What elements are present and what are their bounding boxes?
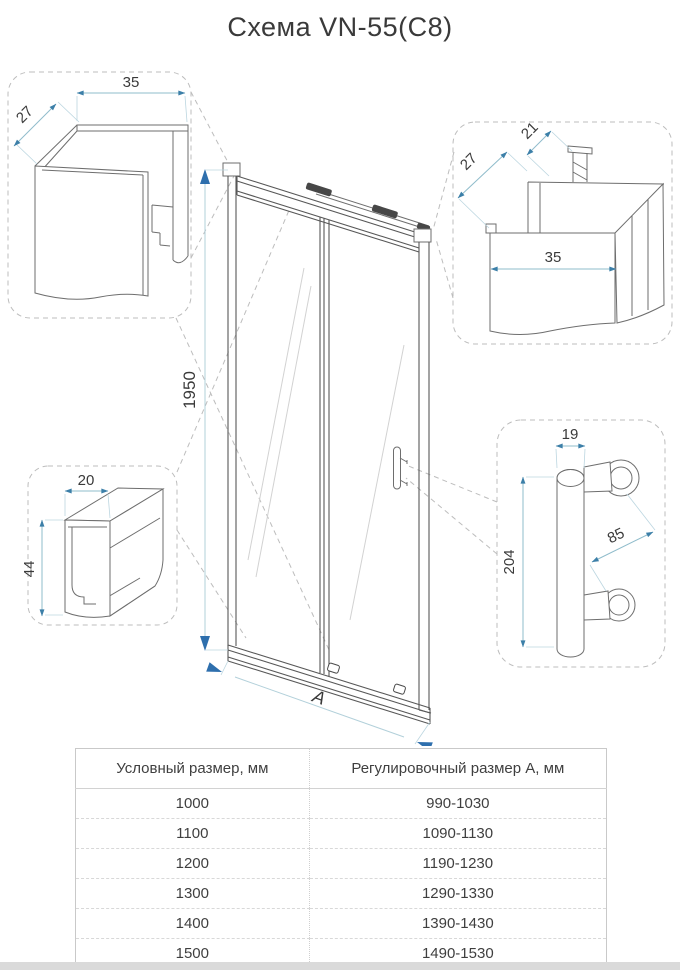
dimension-top-left-width — [77, 74, 187, 122]
handle-detail — [501, 426, 655, 657]
page-title: Схема VN-55(C8) — [227, 12, 453, 42]
table-header-row — [76, 749, 607, 789]
dim-label: 27 — [12, 102, 37, 127]
column-header-nominal-size: Условный размер, мм — [76, 749, 310, 789]
right-stile — [414, 229, 431, 713]
nominal-size: 1200 — [76, 849, 310, 879]
dimension-handle-length — [501, 477, 554, 647]
bottom-guide — [393, 684, 406, 695]
left-stile — [223, 163, 240, 646]
panel-interlock — [320, 217, 329, 676]
dim-label: 27 — [456, 149, 481, 174]
door-height-label: 1950 — [180, 371, 199, 409]
table-row — [76, 819, 607, 849]
dimension-top-right-fin — [518, 119, 572, 176]
table-row — [76, 849, 607, 879]
table-row — [76, 879, 607, 909]
dim-label: 85 — [604, 524, 628, 548]
door-handle — [394, 447, 408, 489]
roller-bracket — [371, 204, 398, 219]
wall-profile-drawing — [35, 125, 188, 299]
dimension-bottom-left-height — [21, 520, 63, 616]
door-elevation — [223, 163, 431, 724]
dim-label: 21 — [517, 118, 542, 143]
dimension-handle-diameter — [556, 426, 585, 468]
dim-label: 204 — [501, 549, 518, 575]
adjustment-range: 1190-1230 — [309, 849, 606, 879]
adjustment-range: 990-1030 — [309, 789, 606, 819]
dim-label: 44 — [21, 560, 38, 578]
dimension-handle-spacing — [590, 494, 655, 591]
adjustment-range: 1090-1130 — [309, 819, 606, 849]
corner-profile-drawing — [486, 146, 664, 335]
adjustment-range: 1490-1530 — [309, 939, 606, 969]
top-rail — [237, 176, 431, 252]
door-width-label: A — [309, 685, 329, 709]
dim-label: 35 — [544, 249, 562, 266]
column-header-adjustment-size: Регулировочный размер А, мм — [309, 749, 606, 789]
nominal-size: 1500 — [76, 939, 310, 969]
adjustment-range: 1390-1430 — [309, 909, 606, 939]
table-row — [76, 909, 607, 939]
adjustment-range: 1290-1330 — [309, 879, 606, 909]
top-right-profile-detail — [457, 119, 664, 335]
nominal-size: 1400 — [76, 909, 310, 939]
dim-label: 35 — [122, 74, 140, 91]
bottom-divider-bar — [0, 962, 680, 970]
table-row — [76, 789, 607, 819]
nominal-size: 1100 — [76, 819, 310, 849]
dimension-top-right-depth — [457, 150, 527, 228]
rail-profile-drawing — [65, 488, 163, 617]
glass-reflections — [248, 268, 404, 620]
bottom-left-profile-detail — [21, 472, 163, 617]
dim-label: 19 — [561, 426, 579, 443]
dim-label: 20 — [77, 472, 95, 489]
nominal-size: 1000 — [76, 789, 310, 819]
nominal-size: 1300 — [76, 879, 310, 909]
size-table — [75, 748, 607, 969]
top-left-profile-detail — [13, 74, 188, 299]
